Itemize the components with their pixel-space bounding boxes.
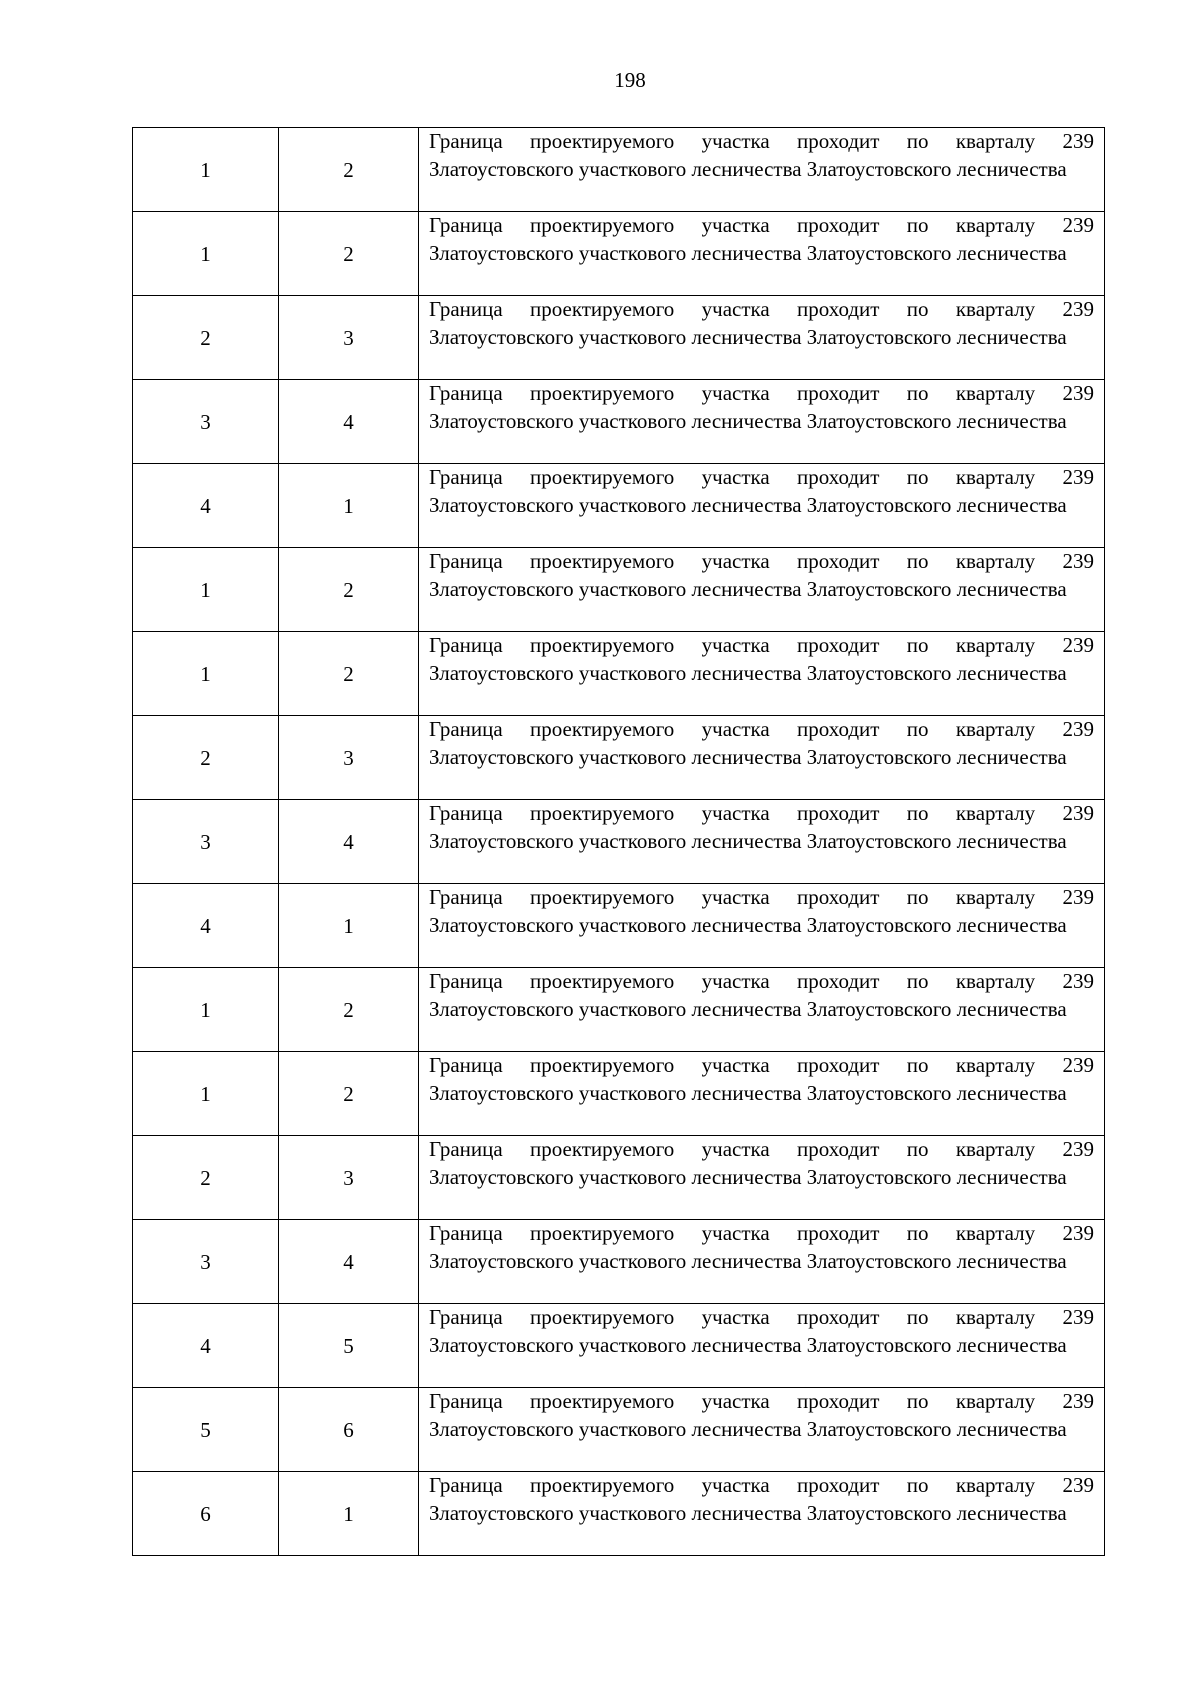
point-to-cell: 4 [279, 800, 419, 884]
boundary-table [132, 127, 1105, 1556]
boundary-description-cell [419, 212, 1105, 296]
point-to-cell: 6 [279, 1388, 419, 1472]
point-to-cell: 2 [279, 968, 419, 1052]
point-to-cell: 2 [279, 632, 419, 716]
table-row [133, 380, 1105, 464]
point-from-cell: 3 [133, 1220, 279, 1304]
boundary-description-cell [419, 632, 1105, 716]
point-to-cell: 1 [279, 1472, 419, 1556]
boundary-description-text: Граница проектируемого участка проходит по кварталу 239 Златоустовского участкового лесничества Златоустовского лесничества [429, 1053, 1094, 1105]
table-row [133, 212, 1105, 296]
table-row [133, 968, 1105, 1052]
point-from-cell: 2 [133, 296, 279, 380]
table-row [133, 800, 1105, 884]
table-row [133, 128, 1105, 212]
table-row [133, 1052, 1105, 1136]
table-row [133, 1136, 1105, 1220]
table-row [133, 716, 1105, 800]
boundary-description-text: Граница проектируемого участка проходит по кварталу 239 Златоустовского участкового лесничества Златоустовского лесничества [429, 213, 1094, 265]
point-from-cell: 1 [133, 968, 279, 1052]
boundary-description-cell [419, 1220, 1105, 1304]
point-to-cell: 3 [279, 1136, 419, 1220]
table-row [133, 632, 1105, 716]
boundary-description-text: Граница проектируемого участка проходит по кварталу 239 Златоустовского участкового лесничества Златоустовского лесничества [429, 633, 1094, 685]
table-row [133, 464, 1105, 548]
boundary-description-text: Граница проектируемого участка проходит по кварталу 239 Златоустовского участкового лесничества Златоустовского лесничества [429, 1221, 1094, 1273]
point-to-cell: 1 [279, 884, 419, 968]
table-row [133, 1220, 1105, 1304]
boundary-description-text: Граница проектируемого участка проходит по кварталу 239 Златоустовского участкового лесничества Златоустовского лесничества [429, 381, 1094, 433]
boundary-description-text: Граница проектируемого участка проходит по кварталу 239 Златоустовского участкового лесничества Златоустовского лесничества [429, 969, 1094, 1021]
boundary-description-cell [419, 548, 1105, 632]
boundary-description-text: Граница проектируемого участка проходит по кварталу 239 Златоустовского участкового лесничества Златоустовского лесничества [429, 129, 1094, 181]
point-from-cell: 4 [133, 1304, 279, 1388]
point-from-cell: 4 [133, 464, 279, 548]
boundary-description-text: Граница проектируемого участка проходит по кварталу 239 Златоустовского участкового лесничества Златоустовского лесничества [429, 1137, 1094, 1189]
boundary-description-cell [419, 128, 1105, 212]
table-row [133, 1472, 1105, 1556]
boundary-description-cell [419, 1052, 1105, 1136]
point-from-cell: 2 [133, 1136, 279, 1220]
boundary-description-cell [419, 1472, 1105, 1556]
point-from-cell: 1 [133, 212, 279, 296]
point-from-cell: 5 [133, 1388, 279, 1472]
boundary-description-text: Граница проектируемого участка проходит по кварталу 239 Златоустовского участкового лесничества Златоустовского лесничества [429, 465, 1094, 517]
table-row [133, 296, 1105, 380]
point-to-cell: 3 [279, 296, 419, 380]
point-from-cell: 4 [133, 884, 279, 968]
point-from-cell: 3 [133, 380, 279, 464]
boundary-description-text: Граница проектируемого участка проходит по кварталу 239 Златоустовского участкового лесничества Златоустовского лесничества [429, 717, 1094, 769]
table-row [133, 548, 1105, 632]
point-from-cell: 1 [133, 1052, 279, 1136]
boundary-description-cell [419, 1304, 1105, 1388]
page-number: 198 [614, 68, 646, 92]
boundary-description-cell [419, 464, 1105, 548]
boundary-description-cell [419, 716, 1105, 800]
boundary-description-cell [419, 800, 1105, 884]
point-from-cell: 6 [133, 1472, 279, 1556]
point-from-cell: 1 [133, 548, 279, 632]
boundary-description-cell [419, 1136, 1105, 1220]
point-from-cell: 3 [133, 800, 279, 884]
boundary-description-text: Граница проектируемого участка проходит по кварталу 239 Златоустовского участкового лесничества Златоустовского лесничества [429, 801, 1094, 853]
boundary-description-text: Граница проектируемого участка проходит по кварталу 239 Златоустовского участкового лесничества Златоустовского лесничества [429, 885, 1094, 937]
point-to-cell: 2 [279, 212, 419, 296]
boundary-description-text: Граница проектируемого участка проходит по кварталу 239 Златоустовского участкового лесничества Златоустовского лесничества [429, 1305, 1094, 1357]
point-to-cell: 4 [279, 380, 419, 464]
point-from-cell: 2 [133, 716, 279, 800]
point-from-cell: 1 [133, 128, 279, 212]
table-body [133, 128, 1105, 1556]
point-to-cell: 2 [279, 128, 419, 212]
point-from-cell: 1 [133, 632, 279, 716]
boundary-description-text: Граница проектируемого участка проходит по кварталу 239 Златоустовского участкового лесничества Златоустовского лесничества [429, 297, 1094, 349]
boundary-description-text: Граница проектируемого участка проходит по кварталу 239 Златоустовского участкового лесничества Златоустовского лесничества [429, 1389, 1094, 1441]
point-to-cell: 5 [279, 1304, 419, 1388]
point-to-cell: 2 [279, 1052, 419, 1136]
boundary-description-text: Граница проектируемого участка проходит по кварталу 239 Златоустовского участкового лесничества Златоустовского лесничества [429, 549, 1094, 601]
point-to-cell: 1 [279, 464, 419, 548]
table-row [133, 884, 1105, 968]
boundary-description-cell [419, 884, 1105, 968]
boundary-description-text: Граница проектируемого участка проходит по кварталу 239 Златоустовского участкового лесничества Златоустовского лесничества [429, 1473, 1094, 1525]
point-to-cell: 4 [279, 1220, 419, 1304]
table-row [133, 1388, 1105, 1472]
boundary-description-cell [419, 968, 1105, 1052]
boundary-description-cell [419, 1388, 1105, 1472]
boundary-description-cell [419, 380, 1105, 464]
point-to-cell: 2 [279, 548, 419, 632]
table-row [133, 1304, 1105, 1388]
boundary-description-cell [419, 296, 1105, 380]
point-to-cell: 3 [279, 716, 419, 800]
